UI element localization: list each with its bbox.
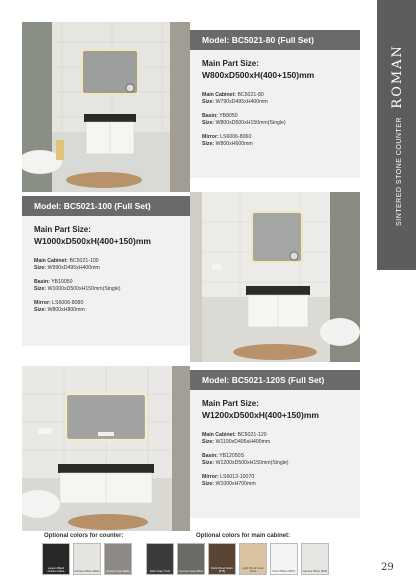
product-photo-bc5021-80 <box>22 22 190 192</box>
swatch-label: Dark Gray (712) <box>149 569 171 573</box>
mirror-label: Mirror: <box>202 134 219 140</box>
basin-code: YB8050 <box>219 113 238 119</box>
spec-card-bc5021-80 <box>190 30 360 178</box>
swatch-label: Light Wood Grain (512) <box>242 566 264 573</box>
spec-card-bc5021-120s <box>190 370 360 518</box>
spec-card-bc5021-100 <box>22 196 192 346</box>
swatch-label: Cement Gray (612) <box>179 569 203 573</box>
cabinet-swatch <box>146 543 174 575</box>
cabinet-size: W990xD495xH400mm <box>47 265 100 271</box>
banner-subtitle: SINTERED STONE COUNTER <box>395 117 403 226</box>
main-part-size-label: Main Part Size: <box>202 59 259 68</box>
series-banner <box>377 0 416 270</box>
mirror-code: LS6006-8080 <box>52 300 84 306</box>
mirror-size-label: Size: <box>202 141 215 147</box>
cabinet-spec <box>202 92 348 106</box>
basin-spec <box>202 453 348 467</box>
mirror-spec <box>202 474 348 488</box>
mirror-spec <box>34 300 180 314</box>
basin-size: W1000xD500xH150mm(Single) <box>47 286 121 292</box>
cabinet-size: W1190xD495xH400mm <box>215 439 271 445</box>
swatch-label: Carrara White (552) <box>302 569 328 573</box>
basin-size-label: Size: <box>202 120 215 126</box>
counter-swatch <box>104 543 132 575</box>
product-photo-bc5021-100 <box>190 192 360 362</box>
mirror-code: LS6006-8060 <box>220 134 252 140</box>
swatch-label: Dark Wood Grain (678) <box>211 566 233 573</box>
cabinet-size-label: Size: <box>34 265 47 271</box>
cabinet-size: W790xD495xH400mm <box>215 99 268 105</box>
mirror-size-label: Size: <box>34 307 47 313</box>
mirror-spec <box>202 134 348 148</box>
cabinet-swatch <box>208 543 236 575</box>
basin-code: YB12050S <box>219 453 245 459</box>
counter-colors-title: Optional colors for counter: <box>44 533 124 539</box>
swatch-label: Armani Gray Matte <box>106 569 130 573</box>
cabinet-spec <box>34 258 180 272</box>
basin-size-label: Size: <box>202 460 215 466</box>
mirror-size: W1000xH700mm <box>215 481 256 487</box>
mirror-label: Mirror: <box>34 300 51 306</box>
mirror-label: Mirror: <box>202 474 219 480</box>
swatch-label: Carrara White Matte <box>74 569 100 573</box>
main-part-size-value: W1000xD500xH(400+150)mm <box>34 236 151 246</box>
cabinet-swatch <box>177 543 205 575</box>
counter-color-swatches <box>42 543 132 575</box>
cabinet-swatch <box>239 543 267 575</box>
main-part-size-label: Main Part Size: <box>34 225 91 234</box>
cabinet-label: Main Cabinet: <box>202 92 237 98</box>
cabinet-code: BC5021-80 <box>237 92 264 98</box>
main-part-size-label: Main Part Size: <box>202 399 259 408</box>
cabinet-code: BC5021-120 <box>237 432 267 438</box>
cabinet-swatch <box>270 543 298 575</box>
swatch-label: Pure White (3937) <box>272 569 296 573</box>
basin-label: Basin: <box>202 113 218 119</box>
cabinet-size-label: Size: <box>202 439 215 445</box>
product-photo-bc5021-120s <box>22 366 190 531</box>
mirror-size-label: Size: <box>202 481 215 487</box>
cabinet-colors-title: Optional colors for main cabinet: <box>196 533 291 539</box>
counter-swatch <box>73 543 101 575</box>
cabinet-size-label: Size: <box>202 99 215 105</box>
page-number: 29 <box>381 562 394 573</box>
cabinet-code: BC5021-100 <box>69 258 99 264</box>
basin-code: YB10050 <box>51 279 73 285</box>
model-title: Model: BC5021-120S (Full Set) <box>190 370 360 390</box>
swatch-label: Lauren Black Golden Matte <box>47 566 65 573</box>
mirror-size: W800xH800mm <box>47 307 85 313</box>
basin-label: Basin: <box>34 279 50 285</box>
cabinet-spec <box>202 432 348 446</box>
cabinet-color-swatches <box>146 543 329 575</box>
cabinet-swatch <box>301 543 329 575</box>
basin-size-label: Size: <box>34 286 47 292</box>
main-part-size-value: W1200xD500xH(400+150)mm <box>202 410 319 420</box>
banner-series-name: ROMAN <box>389 44 405 109</box>
mirror-size: W800xH600mm <box>215 141 253 147</box>
model-title: Model: BC5021-80 (Full Set) <box>190 30 360 50</box>
basin-size: W1200xD500xH150mm(Single) <box>215 460 289 466</box>
basin-spec <box>34 279 180 293</box>
basin-spec <box>202 113 348 127</box>
cabinet-label: Main Cabinet: <box>202 432 237 438</box>
model-title: Model: BC5021-100 (Full Set) <box>22 196 192 216</box>
mirror-code: LS6013-10070 <box>220 474 255 480</box>
cabinet-label: Main Cabinet: <box>34 258 69 264</box>
basin-size: W800xD500xH150mm(Single) <box>215 120 286 126</box>
main-part-size-value: W800xD500xH(400+150)mm <box>202 70 315 80</box>
basin-label: Basin: <box>202 453 218 459</box>
counter-swatch <box>42 543 70 575</box>
